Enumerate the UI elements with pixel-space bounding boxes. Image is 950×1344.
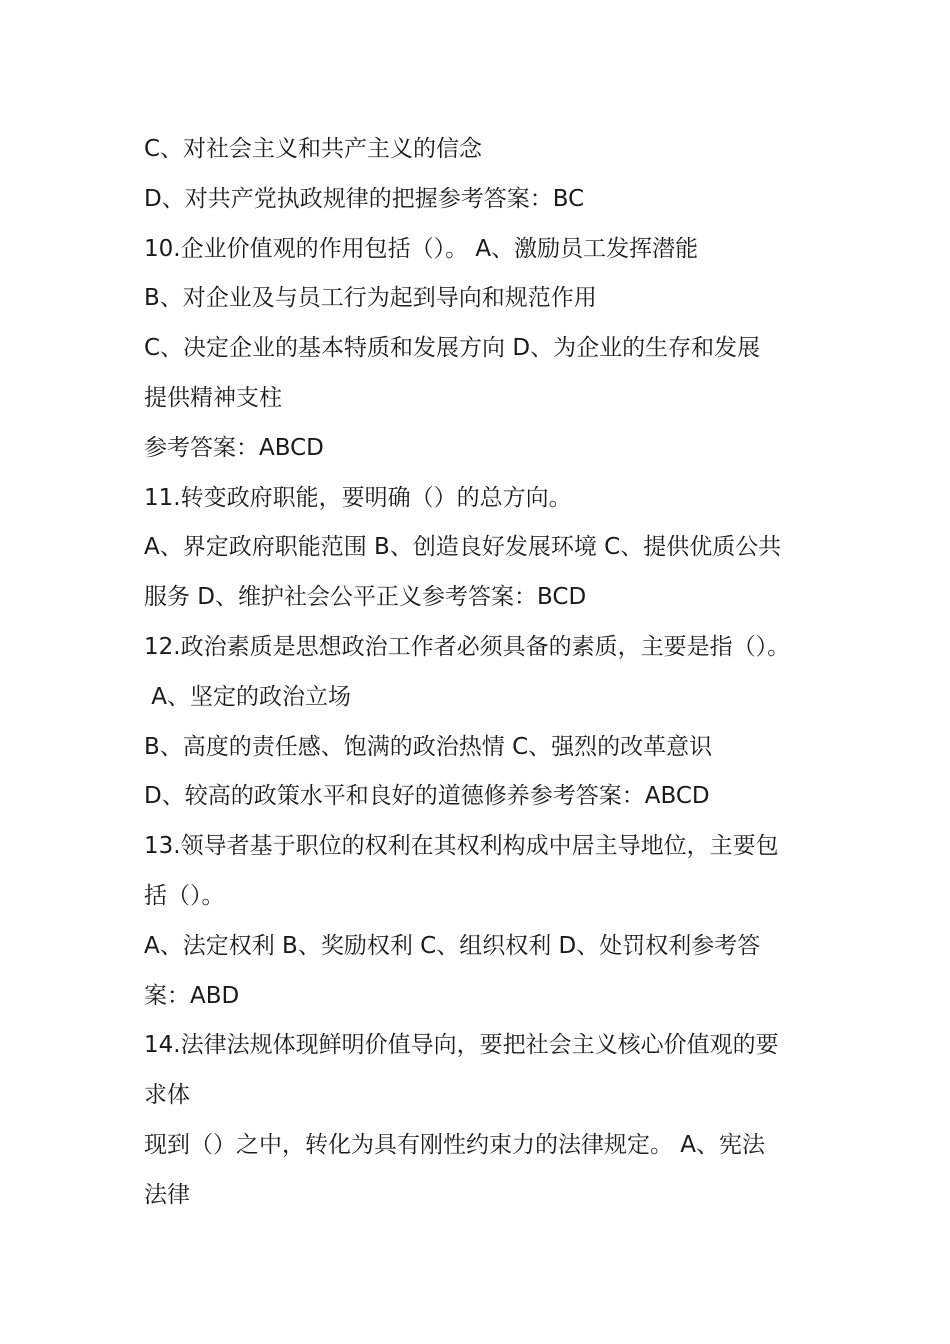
text-line: 服务 D、维护社会公平正义参考答案：BCD xyxy=(144,584,587,611)
text-line: C、决定企业的基本特质和发展方向 D、为企业的生存和发展 xyxy=(144,335,761,362)
text-line: 11.转变政府职能，要明确（）的总方向。 xyxy=(144,484,572,511)
text-line: B、对企业及与员工行为起到导向和规范作用 xyxy=(144,285,597,312)
text-line: 案：ABD xyxy=(144,982,240,1009)
text-line: 括（）。 xyxy=(144,882,225,909)
text-line: 求体 xyxy=(144,1082,190,1109)
text-line: B、高度的责任感、饱满的政治热情 C、强烈的改革意识 xyxy=(144,733,713,760)
text-line: D、对共产党执政规律的把握参考答案：BC xyxy=(144,185,585,212)
text-line: 现到（）之中，转化为具有刚性约束力的法律规定。 A、宪法 xyxy=(144,1131,766,1158)
text-line: C、对社会主义和共产主义的信念 xyxy=(144,136,483,162)
text-line: 法律 xyxy=(144,1181,190,1208)
text-line: A、界定政府职能范围 B、创造良好发展环境 C、提供优质公共 xyxy=(144,534,782,561)
text-line: D、较高的政策水平和良好的道德修养参考答案：ABCD xyxy=(144,783,710,810)
text-line: 12.政治素质是思想政治工作者必须具备的素质，主要是指（）。 xyxy=(144,633,791,660)
text-line: 提供精神支柱 xyxy=(144,384,282,411)
text-line: 14.法律法规体现鲜明价值导向，要把社会主义核心价值观的要 xyxy=(144,1032,779,1059)
text-line: 10.企业价值观的作用包括（）。 A、激励员工发挥潜能 xyxy=(144,235,699,262)
document-body xyxy=(144,125,834,1221)
text-line: A、法定权利 B、奖励权利 C、组织权利 D、处罚权利参考答 xyxy=(144,932,761,959)
text-line: 参考答案：ABCD xyxy=(144,434,324,461)
text-line: 13.领导者基于职位的权利在其权利构成中居主导地位，主要包 xyxy=(144,833,779,860)
text-line: A、坚定的政治立场 xyxy=(144,683,352,710)
